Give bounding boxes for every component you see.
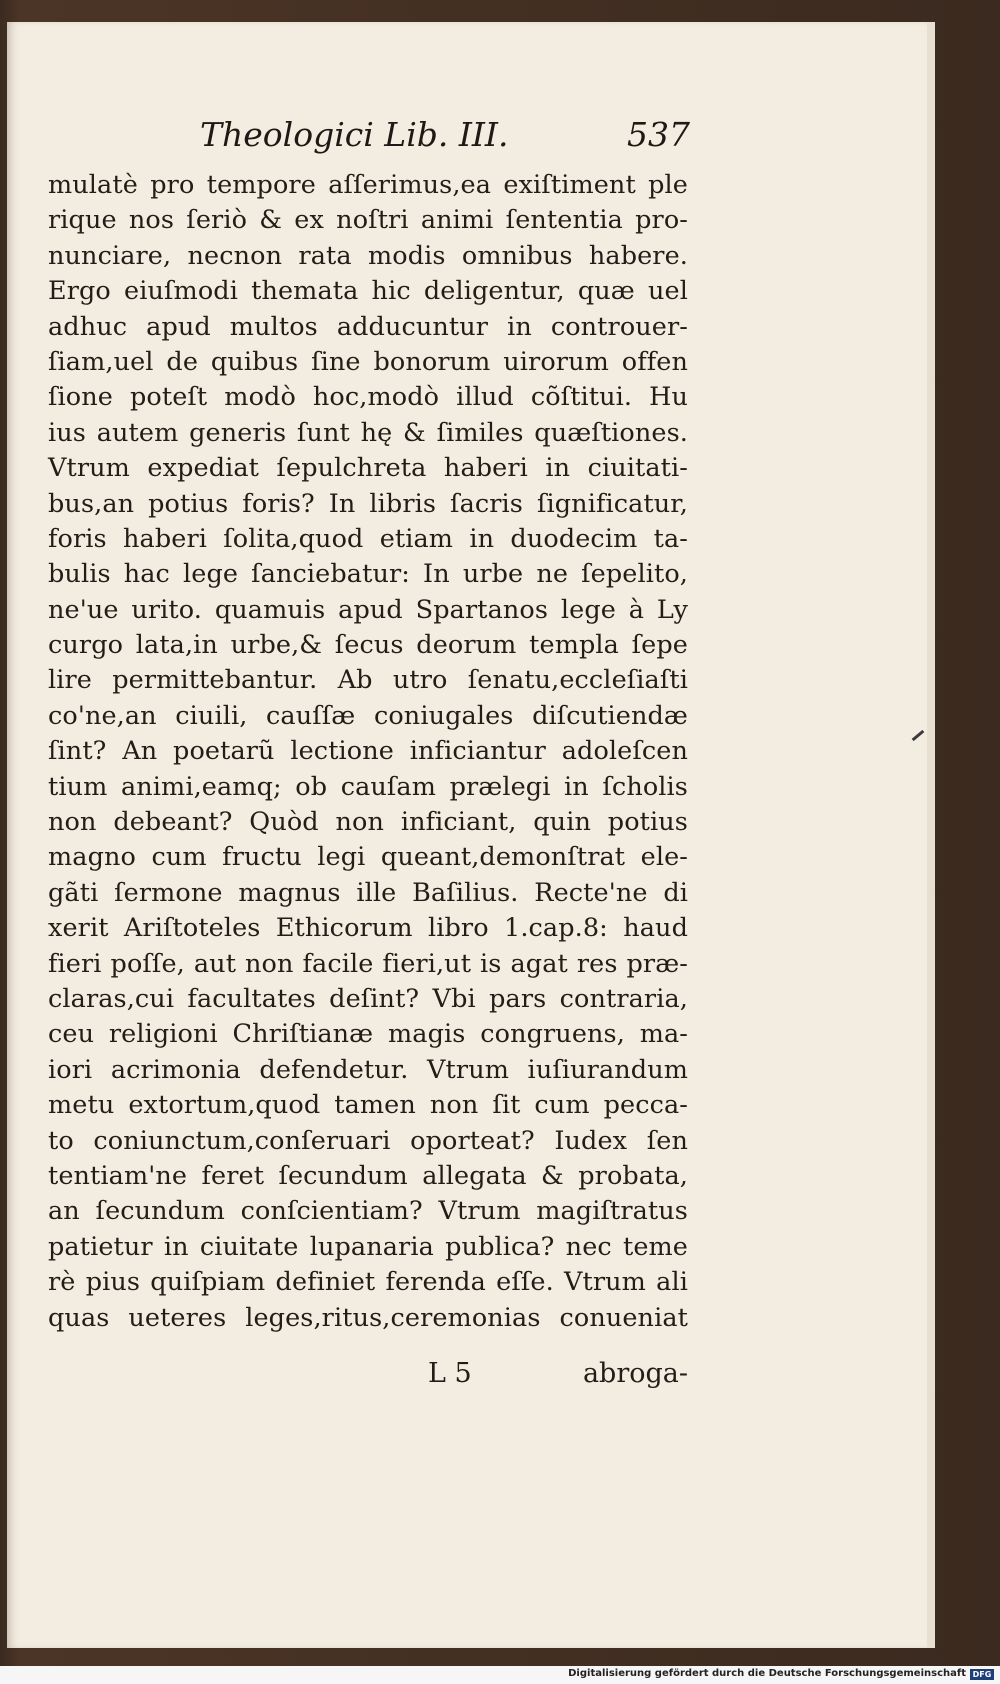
text-line: xerit Ariſtoteles Ethicorum libro 1.cap.8: haud [48, 913, 688, 944]
text-line: to coniunctum,conſeruari oporteat? Iudex ſen [48, 1125, 688, 1156]
text-line: rè pius quiſpiam definiet ferenda eſſe. Vtrum ali [48, 1267, 688, 1298]
text-line: adhuc apud multos adducuntur in controuer- [48, 311, 688, 342]
signature-mark: L 5 [428, 1358, 472, 1389]
text-line: ſiam,uel de quibus ſine bonorum uirorum offen [48, 346, 688, 377]
text-line: ius autem generis ſunt hę & ſimiles quæſtiones. [48, 417, 688, 448]
digitization-credit: Digitalisierung gefördert durch die Deutsche Forschungsgemeinschaft [568, 1668, 966, 1679]
credit-bar [0, 1666, 1000, 1684]
text-line: ne'ue urito. quamuis apud Spartanos lege à Ly [48, 594, 688, 625]
text-line: fieri poſſe, aut non facile fieri,ut is agat res præ- [48, 948, 688, 979]
running-head: Theologici Lib. III. [200, 115, 509, 154]
text-line: foris haberi ſolita,quod etiam in duodecim ta- [48, 523, 688, 554]
text-line: curgo lata,in urbe,& ſecus deorum templa ſepe [48, 630, 688, 661]
text-line: tentiam'ne feret ſecundum allegata & probata, [48, 1160, 688, 1191]
text-line: lire permittebantur. Ab utro ſenatu,eccleſiaſti [48, 665, 688, 696]
dfg-logo: DFG [970, 1669, 994, 1680]
text-line: gãti ſermone magnus ille Baſilius. Recte'ne di [48, 877, 688, 908]
body-text [48, 168, 688, 1336]
text-line: rique nos ſeriò & ex noſtri animi ſententia pro- [48, 205, 688, 236]
text-line: Vtrum expediat ſepulchreta haberi in ciuitati- [48, 453, 688, 484]
page-header [200, 115, 690, 155]
text-line: ſint? An poetarũ lectione inficiantur adoleſcen [48, 736, 688, 767]
text-line: bus,an potius foris? In libris ſacris ſignificatur, [48, 488, 688, 519]
catchword: abroga- [582, 1358, 688, 1389]
page-number: 537 [627, 115, 690, 154]
text-line: Ergo eiuſmodi themata hic deligentur, quæ uel [48, 276, 688, 307]
text-line: ceu religioni Chriſtianæ magis congruens, ma- [48, 1019, 688, 1050]
text-line: co'ne,an ciuili, cauſſæ coniugales diſcutiendæ [48, 700, 688, 731]
text-line: metu extortum,quod tamen non ſit cum pecca- [48, 1090, 688, 1121]
text-line: mulatè pro tempore aſſerimus,ea exiſtiment ple [48, 170, 688, 200]
text-line: iori acrimonia defendetur. Vtrum iuſiurandum [48, 1054, 688, 1085]
page-footer [428, 1358, 688, 1398]
text-line: nunciare, necnon rata modis omnibus habere. [48, 240, 688, 271]
text-line: claras,cui facultates deſint? Vbi pars contraria, [48, 983, 688, 1014]
text-line: tium animi,eamq; ob cauſam prælegi in ſcholis [48, 771, 688, 802]
text-line: non debeant? Quòd non inficiant, quin potius [48, 807, 688, 838]
margin-annotation-mark [912, 730, 925, 741]
text-line: bulis hac lege ſanciebatur: In urbe ne ſepelito, [48, 559, 688, 590]
text-line: quas ueteres leges,ritus,ceremonias conueniat [48, 1302, 688, 1333]
text-line: ſione poteſt modò hoc,modò illud cõſtitui. Hu [48, 382, 688, 413]
text-line: patietur in ciuitate lupanaria publica? nec teme [48, 1231, 688, 1262]
text-line: an ſecundum conſcientiam? Vtrum magiſtratus [48, 1196, 688, 1227]
text-line: magno cum fructu legi queant,demonſtrat ele- [48, 842, 688, 873]
